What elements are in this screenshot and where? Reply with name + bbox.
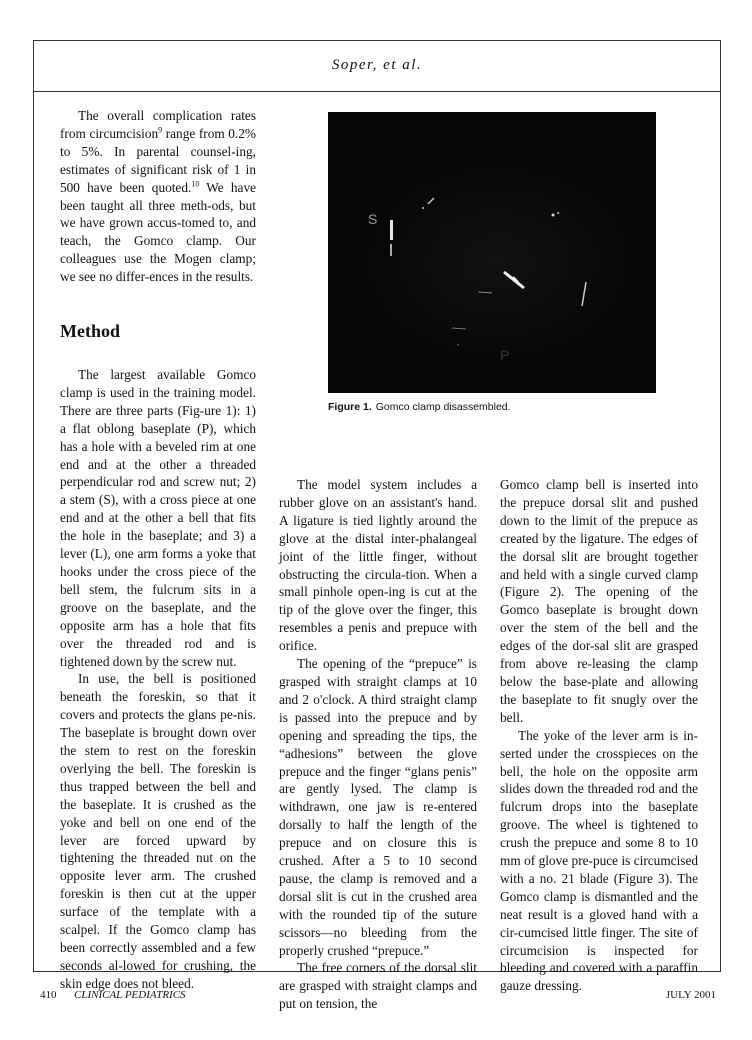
page-number: 410: [40, 989, 57, 1001]
method-paragraph-2: In use, the bell is positioned beneath the foreskin, so that it covers and protects the glans pe-nis. The baseplate is brought down over the stem to rest on the foreskin overlying the bell. The foreskin is thus trapped between the bell and the baseplate. It is crushed as the yoke and bell on one end of the lever are forced upward by tightening the threaded nut on the opposite lever arm. The crushed foreskin is then cut at the upper surface of the template with a scalpel. If the Gomco clamp has been correctly assembled and a few seconds al-lowed for crushing, the skin edge does not bleed.: [60, 671, 256, 991]
section-heading-method: Method: [60, 321, 120, 341]
middle-column: [279, 476, 477, 1013]
photo-label-p: P: [500, 347, 510, 363]
figure-label: Figure 1.: [328, 401, 372, 413]
intro-text-a: The overall complication rates from circumcision: [60, 108, 256, 141]
intro-paragraph: [60, 107, 256, 286]
procedure-paragraph-2: The yoke of the lever arm is in-serted under the crosspieces on the bell, the hole on the opposite arm slides down the threaded rod and the fulcrum drops into the baseplate groove. The wheel is tightened to crush the prepuce and some 8 to 10 mm of glove pre-puce is circumcised with a no. 21 blade (Figure 3). The Gomco clamp is dismantled and the neat result is a gloved hand with a cir-cumcised little finger. The site of circumcision is inspected for bleeding and covered with a paraffin gauze dressing.: [500, 727, 698, 994]
model-paragraph-1: The model system includes a rubber glove on an assistant's hand. A ligature is tied lightly around the glove at the distal inter-phalangeal joint of the little finger, without obstructing the circula-tion. When a small pinhole open-ing is cut at the tip of the glove over the finger, this resembles a penis and prepuce with orifice.: [279, 477, 477, 654]
intro-text: [60, 107, 256, 286]
photo-label-s: S: [368, 211, 378, 227]
figure-caption: [328, 401, 668, 413]
model-paragraph-2: The opening of the “prepuce” is grasped with straight clamps at 10 and 2 o'clock. A third straight clamp is passed into the prepuce and by opening and spreading the tips, the “adhesions” between the glove prepuce and the finger “glans penis” are gently lysed. The clamp is withdrawn, one jaw is re-entered dorsally to half the length of the prepuce and on closure this is crushed. After a 5 to 10 second pause, the clamp is removed and a dorsal slit is cut in the crushed area with the rounded tip of the suture scissors—no bleeding from the properly crushed “prepuce.”: [279, 656, 477, 958]
figure-1-photo: [328, 112, 656, 393]
citation-10: 10: [191, 179, 200, 189]
stem-highlight: [390, 220, 393, 240]
citation-9: 9: [158, 125, 163, 135]
issue-date: JULY 2001: [665, 989, 716, 1001]
figure-caption-text: Gomco clamp disassembled.: [375, 401, 511, 413]
intro-text-b: range from 0.2% to 5%. In parental counsel-ing, estimates of significant risk of 1 in 500 have been quoted.: [60, 125, 256, 195]
header-rule: [33, 91, 721, 92]
gomco-clamp-photo: [328, 112, 656, 393]
running-head: Soper, et al.: [331, 57, 423, 73]
procedure-paragraph-1: Gomco clamp bell is inserted into the prepuce dorsal slit and pushed down to the limit of the prepuce as created by the ligature. The edges of the dorsal slit are brought together and held with a single curved clamp (Figure 2). The opening of the Gomco baseplate is brought down over the stem of the bell and the edges of the dor-sal slit are grasped from above re-leasing the clamp below the base-plate and allowing the baseplate to fit snugly over the bell.: [500, 477, 698, 725]
left-column: [60, 366, 256, 993]
model-paragraph-3: The free corners of the dorsal slit are grasped with straight clamps and put on tension, the: [279, 960, 477, 1012]
intro-text-c: We have been taught all three meth-ods, but we have grown accus-tomed to, and teach, the Gomco clamp. Our colleagues use the Mogen clamp; we see no differ-ences in the results.: [60, 179, 256, 285]
journal-name: CLINICAL PEDIATRICS: [74, 989, 186, 1001]
right-column: [500, 476, 698, 995]
method-paragraph-1: The largest available Gomco clamp is used in the training model. There are three parts (Fig-ure 1): 1) a flat oblong baseplate (P), which has a hole with a beveled rim at one end and at the other a threaded perpendicular rod and screw nut; 2) a stem (S), with a cross piece at one end and at the other a bell that fits the hole in the baseplate; and 3) a lever (L), one arm forms a yoke that hooks under the cross piece of the bell stem, the fulcrum sits in a groove on the baseplate, and the opposite arm has a hole that fits over the threaded rod and is tightened down by the screw nut.: [60, 367, 256, 669]
